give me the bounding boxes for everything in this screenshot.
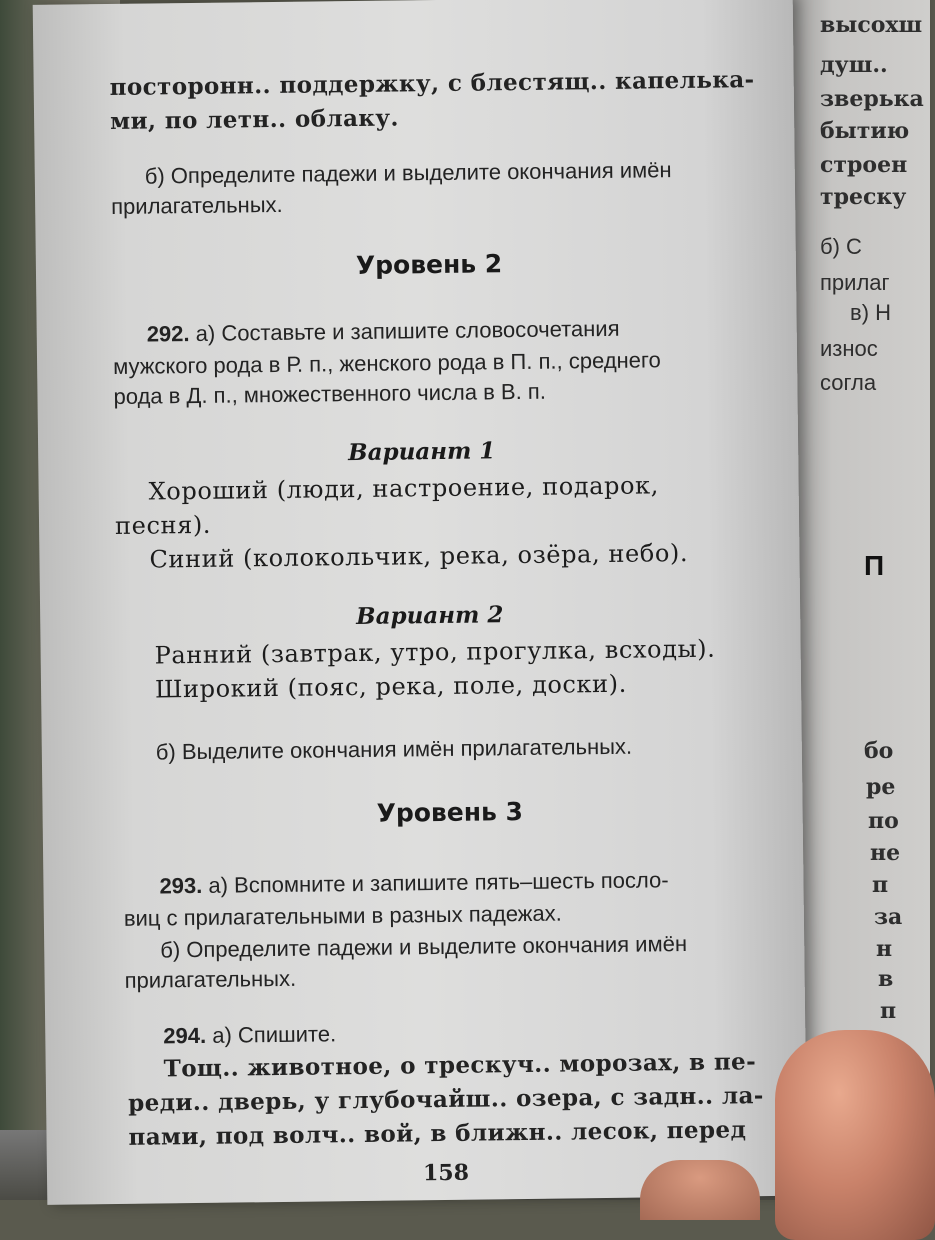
right-page-fragment: бо — [864, 738, 894, 764]
exercise-text: рода в Д. п., множественного числа в В. п. — [113, 378, 547, 409]
exercise-text: б) Определите падежи и выделите окончания имён — [160, 931, 688, 963]
book-page — [33, 0, 808, 1205]
right-page-fragment: высохш — [820, 12, 923, 38]
finger — [775, 1030, 935, 1240]
text-line: посторонн.. поддержку, с блестящ.. капелька- — [109, 66, 755, 101]
right-page-fragment: по — [868, 808, 899, 834]
right-page-fragment: б) С — [820, 234, 862, 259]
right-page-fragment: п — [872, 872, 889, 898]
right-page-fragment: износ — [820, 336, 878, 361]
right-page-fragment: в) Н — [850, 300, 892, 325]
exercise-text: реди.. дверь, у глубочайш.. озера, с задн.. ла- — [127, 1082, 764, 1117]
right-page-fragment: строен — [820, 152, 908, 178]
right-page-fragment: п — [880, 998, 897, 1024]
right-page-fragment: н — [876, 936, 893, 962]
exercise-292-line — [147, 316, 620, 348]
variant-heading: Вариант 2 — [356, 601, 504, 631]
right-page-fragment: согла — [820, 370, 877, 395]
exercise-294-line — [163, 1021, 336, 1049]
right-page — [790, 0, 930, 1210]
text-line: ми, по летн.. облаку. — [109, 104, 400, 135]
variant-text: Хороший (люди, настроение, подарок, — [148, 471, 660, 506]
right-page-fragment: треску — [820, 184, 907, 210]
page-number: 158 — [422, 1159, 470, 1187]
exercise-number: 294. — [163, 1022, 207, 1049]
level-heading: Уровень 3 — [376, 797, 524, 828]
variant-text: Ранний (завтрак, утро, прогулка, всходы). — [154, 634, 716, 670]
right-page-fragment: бытию — [820, 118, 910, 144]
right-page-fragment: прилаг — [820, 270, 890, 295]
exercise-293-line — [159, 867, 668, 899]
task-text: б) Выделите окончания имён прилагательных. — [155, 733, 633, 765]
variant-heading: Вариант 1 — [348, 437, 496, 467]
level-heading: Уровень 2 — [355, 249, 503, 281]
exercise-text: а) Составьте и запишите словосочетания — [195, 315, 620, 346]
right-page-fragment: в — [878, 966, 894, 992]
right-page-fragment: зверька — [820, 86, 924, 112]
finger — [640, 1160, 760, 1220]
right-page-fragment: ре — [866, 774, 896, 800]
right-page-heading: П — [864, 550, 885, 581]
exercise-text: Тощ.. животное, о трескуч.. морозах, в пе- — [163, 1048, 757, 1083]
task-text: б) Определите падежи и выделите окончания имён — [144, 157, 672, 189]
exercise-number: 292. — [146, 321, 190, 347]
exercise-text: мужского рода в Р. п., женского рода в П. п., среднего — [112, 347, 661, 379]
exercise-text: а) Спишите. — [212, 1021, 337, 1048]
exercise-text: виц с прилагательными в разных падежах. — [123, 900, 562, 931]
variant-text: Синий (колокольчик, река, озёра, небо). — [149, 538, 689, 574]
right-page-fragment: за — [874, 904, 903, 930]
task-text: прилагательных. — [111, 191, 283, 219]
exercise-text: прилагательных. — [124, 965, 297, 993]
right-page-fragment: душ.. — [820, 52, 888, 78]
variant-text: Широкий (пояс, река, поле, доски). — [154, 669, 628, 704]
exercise-number: 293. — [159, 872, 203, 899]
variant-text: песня). — [114, 510, 212, 540]
exercise-text: пами, под волч.. вой, в ближн.. лесок, перед — [128, 1116, 747, 1151]
exercise-text: а) Вспомните и запишите пять–шесть посло- — [208, 867, 669, 898]
right-page-fragment: не — [870, 840, 901, 866]
